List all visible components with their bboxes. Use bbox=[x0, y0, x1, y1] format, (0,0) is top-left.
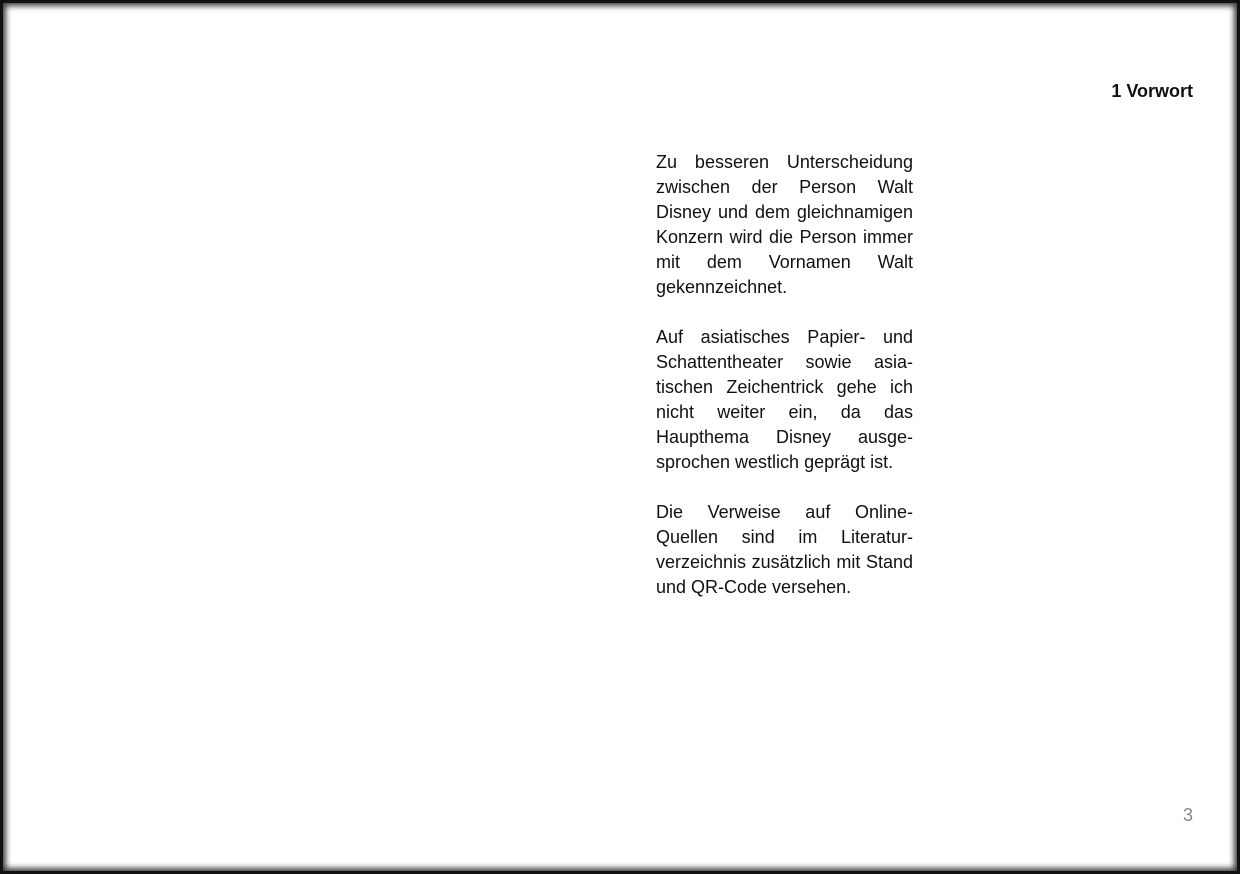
page-number: 3 bbox=[1182, 805, 1193, 825]
paragraph-naming-convention: Zu besseren Unterscheidung zwischen der Person Walt Disney und dem gleichnamigen Konzern wird die Person immer mit dem Vornamen Walt gekennzeichnet. bbox=[656, 152, 913, 297]
paragraph-online-sources: Die Verweise auf Online-Quellen sind im Literaturverzeichnis zusätzlich mit Stand und QR-Code versehen. bbox=[656, 502, 913, 597]
chapter-heading: 1 Vorwort bbox=[1111, 81, 1193, 101]
body-text-column bbox=[656, 150, 913, 625]
paragraph-scope-note: Auf asiatisches Papier- und Schattentheater sowie asiatischen Zeichentrick gehe ich nicht weiter ein, da das Haupthema Disney ausgesprochen westlich geprägt ist. bbox=[656, 327, 913, 472]
